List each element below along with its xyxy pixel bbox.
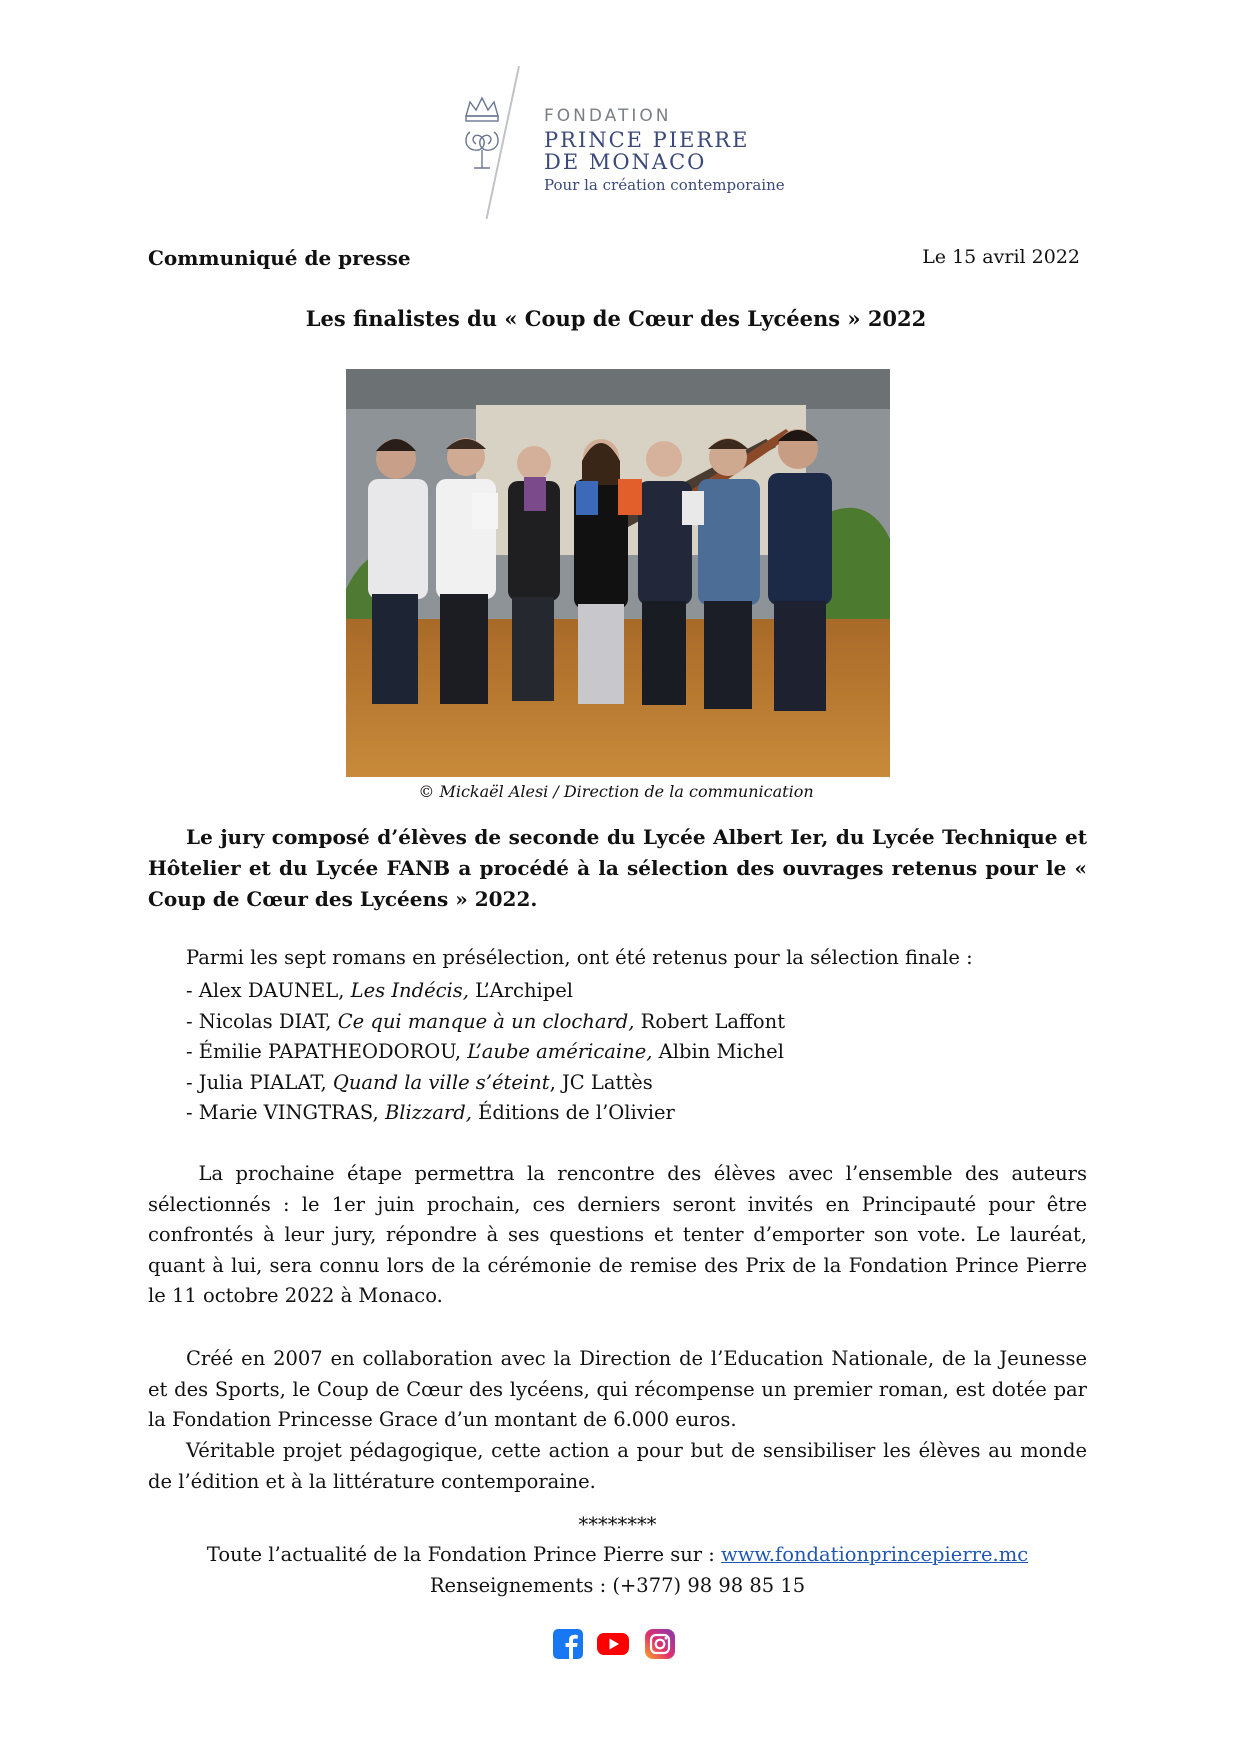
news-line [148, 1543, 1087, 1566]
list-item [186, 1037, 785, 1068]
lead-paragraph [148, 822, 1087, 915]
photo-caption: © Mickaël Alesi / Direction de la communication [418, 782, 814, 801]
list-item [186, 976, 785, 1007]
list-item [186, 1068, 785, 1099]
facebook-icon[interactable] [552, 1628, 584, 1660]
finalists-photo [346, 369, 890, 777]
instagram-icon[interactable] [644, 1628, 676, 1660]
separator-stars: ******** [578, 1513, 657, 1536]
list-item-title: Ce qui manque à un clochard, [337, 1009, 635, 1033]
list-item-title: L’aube américaine, [467, 1040, 653, 1063]
phone-line: Renseignements : (+377) 98 98 85 15 [429, 1574, 806, 1597]
list-item-author: - Nicolas DIAT, [186, 1009, 338, 1033]
lead-text: Le jury composé d’élèves de seconde du Lycée Albert Ier, du Lycée Technique et Hôtelier et du Lycée FANB a procédé à la sélection des ouvrages retenus pour le « Coup de Cœur des Lycéens » 2022. [148, 825, 1087, 911]
list-item-author: - Julia PIALAT, [186, 1070, 333, 1094]
finalists-list [186, 976, 785, 1129]
list-item-publisher: , JC Lattès [549, 1070, 653, 1094]
news-text: Toute l’actualité de la Fondation Prince Pierre sur : [206, 1543, 722, 1566]
list-item [186, 1007, 785, 1038]
created-text: Créé en 2007 en collaboration avec la Direction de l’Education Nationale, de la Jeunesse et des Sports, le Coup de Cœur des lycéens, qui récompense un premier roman, est dotée par la Fondation Princesse Grace d’un montant de 6.000 euros. [148, 1347, 1087, 1431]
logo-line-fondation: FONDATION [544, 106, 672, 126]
list-item-title: Les Indécis, [350, 979, 469, 1002]
youtube-icon[interactable] [596, 1628, 630, 1660]
list-item-publisher: Albin Michel [652, 1040, 784, 1063]
list-item-title: Quand la ville s’éteint [332, 1070, 550, 1094]
page-title: Les finalistes du « Coup de Cœur des Lycéens » 2022 [305, 306, 927, 331]
next-step-text: La prochaine étape permettra la rencontre des élèves avec l’ensemble des auteurs sélectionnés : le 1er juin prochain, ces derniers seront invités en Principauté pour être confrontés à leur jury, répondre à ses questions et tenter d’emporter son vote. Le lauréat, quant à lui, sera connu lors de la cérémonie de remise des Prix de la Fondation Prince Pierre le 11 octobre 2022 à Monaco. [148, 1162, 1087, 1307]
project-paragraph [148, 1436, 1087, 1497]
logo-line-prince-pierre: PRINCE PIERRE [544, 128, 750, 152]
list-item-author: - Alex DAUNEL, [186, 979, 351, 1002]
next-step-paragraph [148, 1159, 1087, 1312]
list-item-author: - Marie VINGTRAS, [186, 1101, 385, 1124]
logo-tagline: Pour la création contemporaine [544, 176, 785, 194]
list-item [186, 1098, 785, 1129]
social-links [552, 1628, 682, 1660]
created-paragraph [148, 1344, 1087, 1436]
list-item-publisher: L’Archipel [468, 979, 574, 1002]
website-link[interactable]: www.fondationprincepierre.mc [721, 1543, 1029, 1566]
release-date: Le 15 avril 2022 [922, 246, 1080, 268]
foundation-logo [460, 62, 790, 222]
list-item-publisher: Robert Laffont [634, 1009, 786, 1033]
photo-illustration [346, 369, 890, 777]
list-item-author: - Émilie PAPATHEODOROU, [186, 1040, 468, 1063]
selection-intro: Parmi les sept romans en présélection, ont été retenus pour la sélection finale : [186, 946, 973, 969]
list-item-title: Blizzard, [384, 1101, 472, 1124]
project-text: Véritable projet pédagogique, cette action a pour but de sensibiliser les élèves au monde de l’édition et à la littérature contemporaine. [148, 1439, 1087, 1493]
logo-line-de-monaco: DE MONACO [544, 150, 707, 174]
press-release-label: Communiqué de presse [148, 246, 411, 270]
list-item-publisher: Éditions de l’Olivier [471, 1101, 675, 1124]
